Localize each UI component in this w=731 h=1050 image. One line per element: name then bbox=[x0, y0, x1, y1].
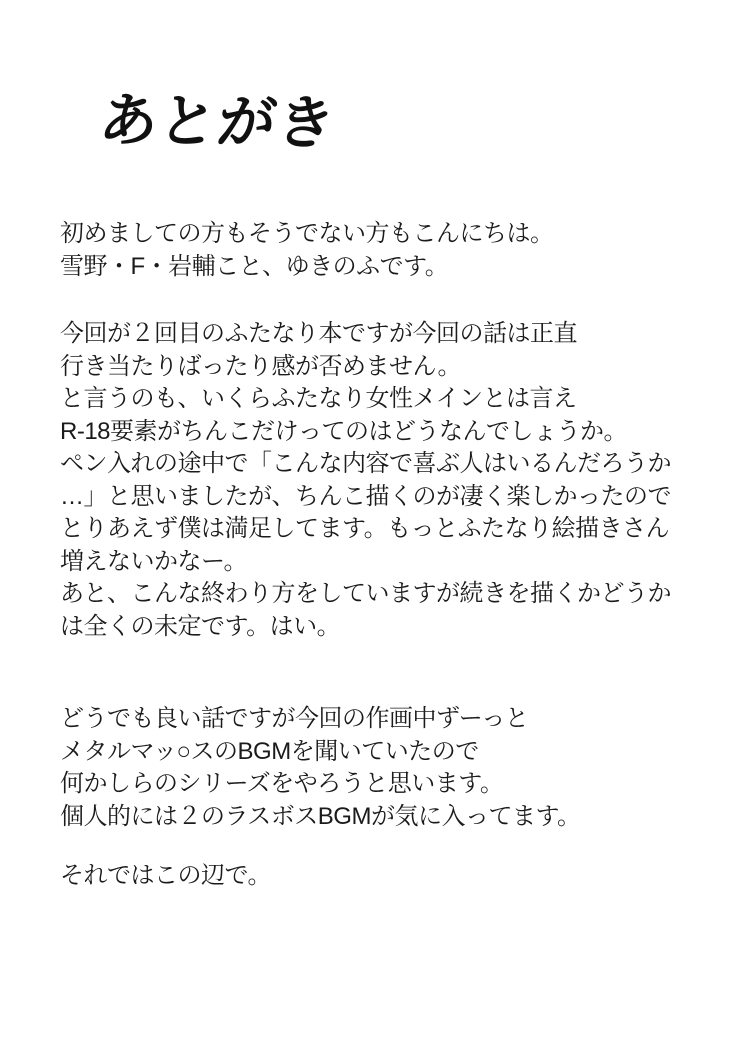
text-line: …」と思いましたが、ちんこ描くのが凄く楽しかったので bbox=[60, 482, 671, 510]
text-line: と言うのも、いくらふたなり女性メインとは言え bbox=[60, 385, 577, 412]
text-line: R-18要素がちんこだけってのはどうなんでしょうか。 bbox=[60, 417, 628, 445]
text-line: 何かしらのシリーズをやろうと思います。 bbox=[60, 770, 504, 797]
text-line: 個人的には２のラスボスBGMが気に入ってます。 bbox=[60, 802, 581, 830]
text-line: は全くの未定です。はい。 bbox=[60, 612, 341, 640]
text-line: 雪野・F・岩輔こと、ゆきのふです。 bbox=[60, 252, 449, 280]
text-line: 初めましての方もそうでない方もこんにちは。 bbox=[60, 220, 554, 247]
text-line: とりあえず僕は満足してます。もっとふたなり絵描きさん bbox=[60, 515, 670, 542]
page-title: あとがき bbox=[95, 88, 341, 157]
text-line: 増えないかなー。 bbox=[60, 547, 248, 575]
text-line: どうでも良い話ですが今回の作画中ずーっと bbox=[60, 705, 529, 732]
text-line: あと、こんな終わり方をしていますが続きを描くかどうか bbox=[60, 580, 671, 607]
paragraph-greeting bbox=[60, 218, 554, 283]
paragraph-closing bbox=[60, 860, 271, 893]
text-line: それではこの辺で。 bbox=[60, 862, 272, 889]
text-line: 今回が２回目のふたなり本ですが今回の話は正直 bbox=[60, 320, 577, 347]
text-line: ペン入れの途中で「こんな内容で喜ぶ人はいるんだろうか bbox=[60, 450, 671, 477]
text-line: 行き当たりばったり感が否めません。 bbox=[60, 352, 461, 380]
paragraph-bgm-notes bbox=[60, 703, 581, 833]
text-line: メタルマッ○スのBGMを聞いていたので bbox=[60, 737, 479, 765]
paragraph-story-notes bbox=[60, 318, 671, 643]
